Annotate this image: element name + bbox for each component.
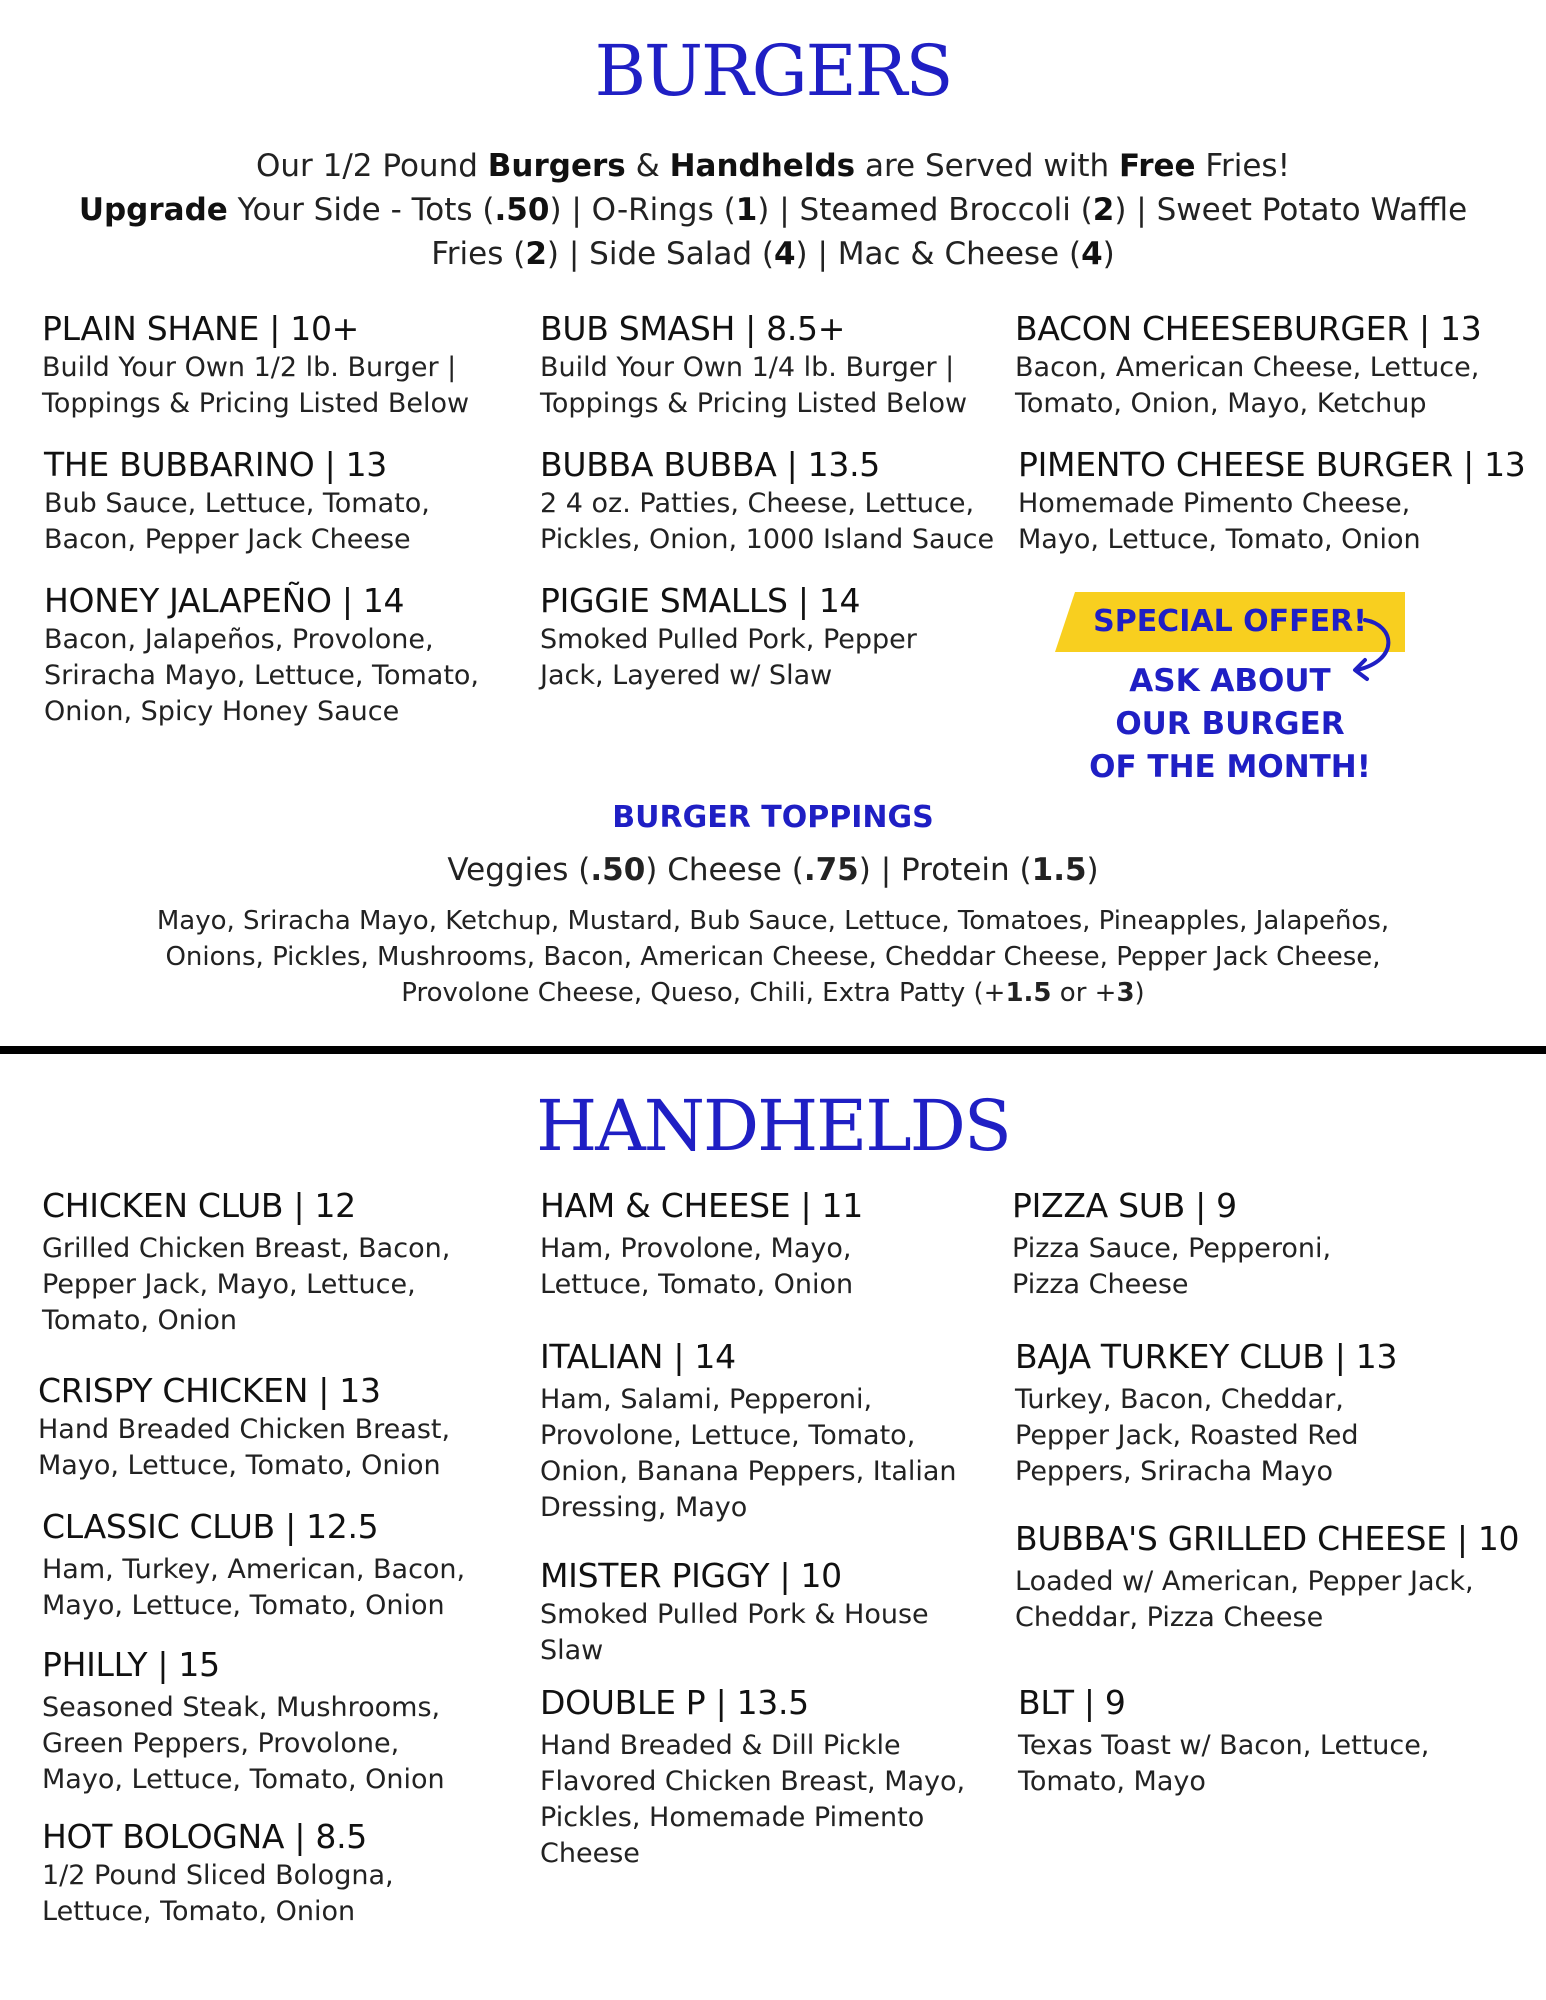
toppings-title: BURGER TOPPINGS (612, 800, 934, 835)
item-desc: Hand Breaded Chicken Breast, Mayo, Lettuce, Tomato, Onion (38, 1414, 451, 1481)
handhelds-title: HANDHELDS (536, 1085, 1010, 1167)
item-desc: Smoked Pulled Pork, Pepper Jack, Layered w/ Slaw (540, 624, 917, 691)
item-name: BUB SMASH | 8.5+ (540, 309, 846, 348)
item-name: CHICKEN CLUB | 12 (42, 1186, 356, 1225)
menu-item (42, 1185, 450, 1339)
burgers-intro (0, 144, 1546, 276)
intro-line-3: Fries (2) | Side Salad (4) | Mac & Cheese (4) (431, 236, 1115, 272)
menu-item (1012, 1185, 1331, 1303)
item-desc: Ham, Provolone, Mayo, Lettuce, Tomato, Onion (540, 1233, 854, 1300)
menu-item (42, 1506, 465, 1624)
menu-item (540, 1185, 863, 1303)
menu-item (42, 1644, 445, 1798)
menu-item (540, 308, 967, 422)
burgers-title: BURGERS (594, 30, 952, 112)
item-desc: Hand Breaded & Dill Pickle Flavored Chicken Breast, Mayo, Pickles, Homemade Pimento Cheese (540, 1730, 966, 1869)
item-desc: Build Your Own 1/4 lb. Burger | Toppings & Pricing Listed Below (540, 352, 968, 419)
item-name: HONEY JALAPEÑO | 14 (44, 581, 405, 620)
menu-item (540, 1555, 929, 1669)
menu-item (540, 580, 917, 694)
item-name: CLASSIC CLUB | 12.5 (42, 1507, 379, 1546)
menu-item (1015, 1518, 1519, 1636)
item-name: BLT | 9 (1018, 1683, 1126, 1722)
item-desc: Loaded w/ American, Pepper Jack, Cheddar, Pizza Cheese (1015, 1566, 1474, 1633)
toppings-list: Mayo, Sriracha Mayo, Ketchup, Mustard, Bub Sauce, Lettuce, Tomatoes, Pineapples, Jalapeños, Onions, Pickles, Mushrooms, Bacon, American Cheese, Cheddar Cheese, Pepper Jack Cheese, Provolone Cheese, Queso, Chili, Extra Patty (+1.5 or +3) (156, 906, 1390, 1008)
special-offer-message: ASK ABOUT OUR BURGER OF THE MONTH! (1089, 663, 1371, 785)
toppings-pricing: Veggies (.50) Cheese (.75) | Protein (1.5) (447, 852, 1099, 888)
item-desc: Bacon, American Cheese, Lettuce, Tomato, Onion, Mayo, Ketchup (1015, 352, 1480, 419)
item-name: PIMENTO CHEESE BURGER | 13 (1018, 445, 1526, 484)
section-divider (0, 1046, 1546, 1054)
item-desc: 2 4 oz. Patties, Cheese, Lettuce, Pickles, Onion, 1000 Island Sauce (540, 488, 995, 555)
menu-item (1018, 1682, 1429, 1800)
item-desc: Build Your Own 1/2 lb. Burger | Toppings & Pricing Listed Below (42, 352, 470, 419)
item-name: PLAIN SHANE | 10+ (42, 309, 360, 348)
item-name: THE BUBBARINO | 13 (44, 445, 387, 484)
item-name: PHILLY | 15 (42, 1645, 220, 1684)
menu-item (44, 444, 430, 558)
item-desc: Pizza Sauce, Pepperoni, Pizza Cheese (1012, 1233, 1332, 1300)
item-name: HOT BOLOGNA | 8.5 (42, 1817, 367, 1856)
item-desc: Ham, Turkey, American, Bacon, Mayo, Lettuce, Tomato, Onion (42, 1554, 466, 1621)
item-name: PIZZA SUB | 9 (1012, 1186, 1237, 1225)
item-desc: Bub Sauce, Lettuce, Tomato, Bacon, Pepper Jack Cheese (44, 488, 430, 555)
item-name: PIGGIE SMALLS | 14 (540, 581, 861, 620)
item-desc: Ham, Salami, Pepperoni, Provolone, Lettuce, Tomato, Onion, Banana Peppers, Italian Dressing, Mayo (540, 1384, 957, 1523)
item-name: ITALIAN | 14 (540, 1337, 736, 1376)
menu-item (42, 1816, 394, 1930)
item-desc: Homemade Pimento Cheese, Mayo, Lettuce, Tomato, Onion (1018, 488, 1421, 555)
menu-item (44, 580, 479, 730)
item-name: DOUBLE P | 13.5 (540, 1683, 809, 1722)
item-desc: Bacon, Jalapeños, Provolone, Sriracha Mayo, Lettuce, Tomato, Onion, Spicy Honey Sauce (44, 624, 480, 727)
menu-item (1018, 444, 1525, 558)
menu-item (540, 1336, 957, 1526)
item-name: MISTER PIGGY | 10 (540, 1556, 842, 1595)
item-desc: Grilled Chicken Breast, Bacon, Pepper Jack, Mayo, Lettuce, Tomato, Onion (42, 1233, 451, 1336)
menu-item (540, 1682, 965, 1872)
item-desc: Turkey, Bacon, Cheddar, Pepper Jack, Roasted Red Peppers, Sriracha Mayo (1015, 1384, 1359, 1487)
item-desc: 1/2 Pound Sliced Bologna, Lettuce, Tomato, Onion (42, 1860, 394, 1927)
intro-line-1: Our 1/2 Pound Burgers & Handhelds are Served with Free Fries! (255, 148, 1291, 184)
item-name: BUBBA BUBBA | 13.5 (540, 445, 880, 484)
menu-item (42, 308, 469, 422)
menu-item (1015, 1336, 1397, 1490)
menu-item (1015, 308, 1481, 422)
item-name: BUBBA'S GRILLED CHEESE | 10 (1015, 1519, 1520, 1558)
intro-line-2: Upgrade Your Side - Tots (.50) | O-Rings (1) | Steamed Broccoli (2) | Sweet Potato Waffle (78, 192, 1468, 228)
menu-item (540, 444, 994, 558)
item-desc: Seasoned Steak, Mushrooms, Green Peppers, Provolone, Mayo, Lettuce, Tomato, Onion (42, 1692, 445, 1795)
menu-item (38, 1370, 450, 1484)
item-desc: Texas Toast w/ Bacon, Lettuce, Tomato, Mayo (1018, 1730, 1430, 1797)
item-name: HAM & CHEESE | 11 (540, 1186, 863, 1225)
item-name: CRISPY CHICKEN | 13 (38, 1371, 381, 1410)
item-name: BACON CHEESEBURGER | 13 (1015, 309, 1482, 348)
special-offer-label: SPECIAL OFFER! (1093, 604, 1367, 639)
item-name: BAJA TURKEY CLUB | 13 (1015, 1337, 1398, 1376)
item-desc: Smoked Pulled Pork & House Slaw (540, 1599, 929, 1666)
